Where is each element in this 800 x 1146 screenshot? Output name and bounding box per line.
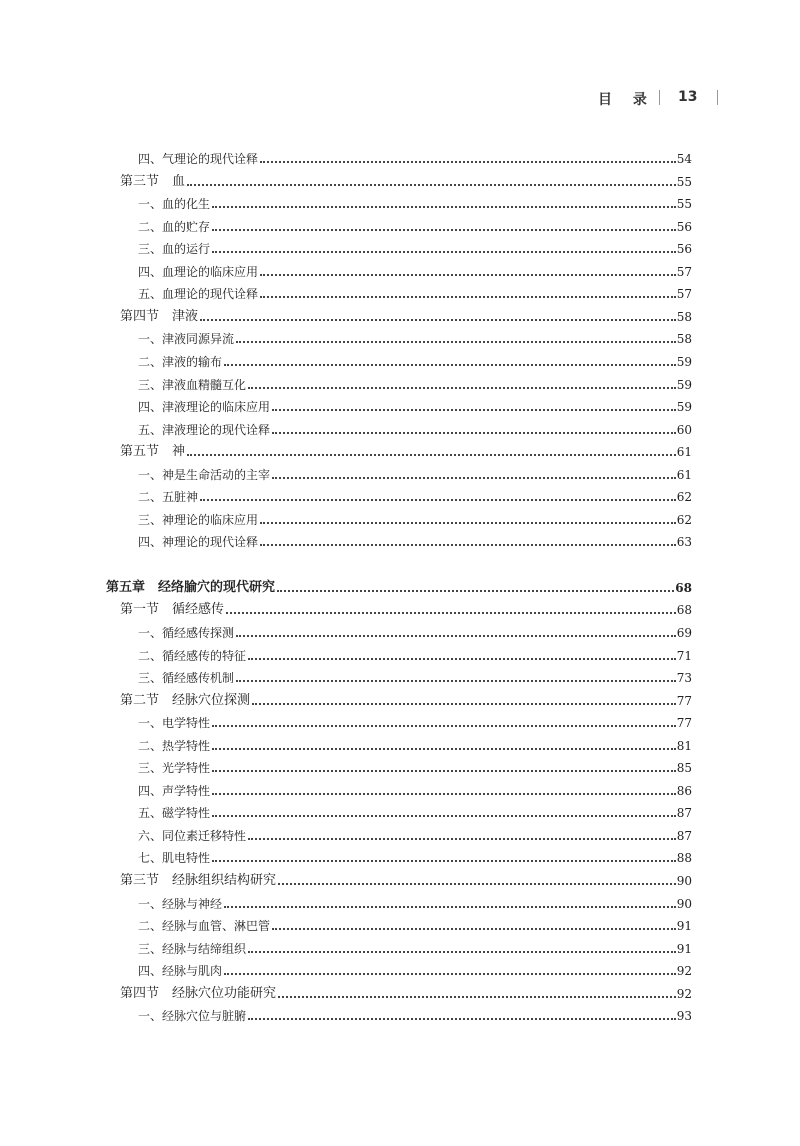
toc-entry-title: 一、津液同源异流 (138, 332, 235, 346)
running-header (560, 86, 760, 110)
toc-entry-section (120, 867, 692, 889)
dot-leader (212, 206, 676, 208)
toc-entry-chapter (106, 574, 692, 596)
toc-entry-title: 四、神理论的现代诠释 (138, 535, 259, 549)
toc-entry-page: 62 (676, 490, 692, 504)
toc-entry-title: 一、循经感传探测 (138, 626, 235, 640)
header-title: 目 录 (598, 92, 655, 108)
toc-entry-page: 68 (676, 603, 692, 617)
toc-entry-item (138, 506, 692, 528)
toc-entry-item (138, 325, 692, 347)
dot-leader (212, 725, 676, 727)
toc-entry-title: 第一节 循经感传 (120, 602, 225, 617)
dot-leader (248, 387, 676, 389)
toc-entry-page: 77 (676, 694, 692, 708)
dot-leader (187, 184, 676, 186)
toc-entry-title: 三、光学特性 (138, 761, 211, 775)
dot-leader (272, 432, 676, 434)
dot-leader (212, 748, 676, 750)
toc-entry-page: 61 (676, 468, 692, 482)
toc-entry-item (138, 190, 692, 212)
toc-entry-page: 92 (676, 964, 692, 978)
toc-entry-title: 五、磁学特性 (138, 806, 211, 820)
toc-entry-page: 90 (676, 874, 692, 888)
toc-entry-page: 55 (676, 197, 692, 211)
toc-entry-page: 86 (676, 784, 692, 798)
toc-entry-page: 91 (676, 919, 692, 933)
dot-leader (277, 590, 674, 592)
toc-entry-title: 五、津液理论的现代诠释 (138, 423, 271, 437)
toc-entry-section (120, 303, 692, 325)
toc-entry-title: 二、五脏神 (138, 490, 199, 504)
toc-entry-section (120, 438, 692, 460)
toc-entry-section (120, 687, 692, 709)
dot-leader (272, 477, 676, 479)
dot-leader (212, 860, 676, 862)
toc-entry-page: 68 (675, 581, 692, 595)
toc-entry-page: 71 (676, 649, 692, 663)
toc-entry-page: 58 (676, 332, 692, 346)
toc-entry-section (120, 596, 692, 618)
toc-entry-page: 69 (676, 626, 692, 640)
dot-leader (224, 906, 676, 908)
toc-entry-item (138, 348, 692, 370)
toc-entry-item (138, 844, 692, 866)
toc-entry-page: 55 (676, 175, 692, 189)
dot-leader (226, 612, 676, 614)
toc-entry-item (138, 235, 692, 257)
toc-entry-item (138, 619, 692, 641)
toc-entry-title: 三、循经感传机制 (138, 671, 235, 685)
toc-entry-title: 第三节 经脉组织结构研究 (120, 873, 277, 888)
dot-leader (260, 544, 676, 546)
toc-entry-title: 三、神理论的临床应用 (138, 513, 259, 527)
toc-entry-title: 第五节 神 (120, 444, 186, 459)
dot-leader (248, 951, 676, 953)
toc-entry-item (138, 280, 692, 302)
dot-leader (278, 883, 676, 885)
toc-entry-page: 85 (676, 761, 692, 775)
toc-entry-item (138, 799, 692, 821)
toc-entry-page: 61 (676, 445, 692, 459)
toc-entry-title: 一、经脉穴位与脏腑 (138, 1009, 247, 1023)
dot-leader (212, 251, 676, 253)
toc-entry-title: 五、血理论的现代诠释 (138, 287, 259, 301)
dot-leader (200, 499, 676, 501)
page-number: 13 (678, 89, 698, 105)
toc-entry-item (138, 483, 692, 505)
toc-entry-page: 56 (676, 220, 692, 234)
toc-entry-item (138, 732, 692, 754)
toc-entry-item (138, 393, 692, 415)
dot-leader (224, 973, 676, 975)
dot-leader (224, 364, 676, 366)
toc-entry-page: 59 (676, 378, 692, 392)
toc-entry-page: 62 (676, 513, 692, 527)
toc-entry-title: 四、声学特性 (138, 784, 211, 798)
toc-entry-page: 90 (676, 897, 692, 911)
dot-leader (200, 319, 676, 321)
toc-entry-title: 第三节 血 (120, 174, 186, 189)
toc-entry-title: 第四节 经脉穴位功能研究 (120, 986, 277, 1001)
toc-entry-title: 二、循经感传的特征 (138, 649, 247, 663)
toc-entry-page: 56 (676, 242, 692, 256)
toc-entry-title: 三、经脉与结缔组织 (138, 942, 247, 956)
toc-entry-item (138, 890, 692, 912)
dot-leader (248, 658, 676, 660)
toc-entry-item (138, 1002, 692, 1024)
toc-entry-item (138, 642, 692, 664)
dot-leader (212, 793, 676, 795)
dot-leader (260, 522, 676, 524)
toc-entry-title: 四、经脉与肌肉 (138, 964, 223, 978)
dot-leader (187, 454, 676, 456)
dot-leader (260, 296, 676, 298)
toc-entry-title: 第四节 津液 (120, 309, 199, 324)
toc-entry-item (138, 957, 692, 979)
dot-leader (272, 409, 676, 411)
toc-entry-item (138, 664, 692, 686)
toc-entry-page: 73 (676, 671, 692, 685)
dot-leader (236, 341, 676, 343)
toc-entry-title: 四、津液理论的临床应用 (138, 400, 271, 414)
toc-entry-page: 54 (676, 152, 692, 166)
dot-leader (212, 770, 676, 772)
toc-entry-item (138, 822, 692, 844)
dot-leader (272, 928, 676, 930)
toc-entry-item (138, 258, 692, 280)
toc-entry-title: 三、津液血精髓互化 (138, 378, 247, 392)
toc-entry-title: 一、电学特性 (138, 716, 211, 730)
toc-entry-item (138, 461, 692, 483)
toc-entry-title: 二、热学特性 (138, 739, 211, 753)
toc-entry-title: 一、经脉与神经 (138, 897, 223, 911)
toc-entry-item (138, 912, 692, 934)
toc-entry-page: 87 (676, 806, 692, 820)
toc-entry-item (138, 416, 692, 438)
toc-entry-page: 59 (676, 355, 692, 369)
dot-leader (248, 838, 676, 840)
toc-entry-item (138, 145, 692, 167)
toc-entry-title: 三、血的运行 (138, 242, 211, 256)
toc-entry-title: 二、津液的输布 (138, 355, 223, 369)
toc-entry-page: 77 (676, 716, 692, 730)
toc-entry-title: 二、经脉与血管、淋巴管 (138, 919, 271, 933)
toc-entry-item (138, 371, 692, 393)
toc-entry-page: 60 (676, 423, 692, 437)
dot-leader (278, 996, 676, 998)
toc-entry-page: 59 (676, 400, 692, 414)
toc-entry-title: 一、血的化生 (138, 197, 211, 211)
dot-leader (260, 161, 676, 163)
dot-leader (236, 680, 676, 682)
toc-entry-item (138, 935, 692, 957)
toc-entry-page: 87 (676, 829, 692, 843)
dot-leader (236, 635, 676, 637)
toc-entry-page: 81 (676, 739, 692, 753)
toc-entry-item (138, 213, 692, 235)
toc-entry-item (138, 754, 692, 776)
toc-entry-section (120, 168, 692, 190)
toc-entry-title: 第五章 经络腧穴的现代研究 (106, 580, 276, 595)
dot-leader (248, 1018, 676, 1020)
toc-entry-page: 92 (676, 987, 692, 1001)
dot-leader (212, 815, 676, 817)
toc-entry-page: 57 (676, 265, 692, 279)
toc-entry-page: 58 (676, 310, 692, 324)
header-divider (717, 90, 718, 105)
toc-entry-page: 63 (676, 535, 692, 549)
header-divider (659, 90, 660, 105)
toc-entry-page: 57 (676, 287, 692, 301)
toc-entry-title: 六、同位素迁移特性 (138, 829, 247, 843)
toc-entry-item (138, 709, 692, 731)
dot-leader (260, 274, 676, 276)
toc-entry-item (138, 777, 692, 799)
toc-entry-page: 93 (676, 1009, 692, 1023)
dot-leader (212, 229, 676, 231)
toc-entry-page: 91 (676, 942, 692, 956)
toc-entry-title: 第二节 经脉穴位探测 (120, 693, 251, 708)
toc-entry-item (138, 528, 692, 550)
dot-leader (252, 703, 676, 705)
toc-entry-title: 二、血的贮存 (138, 220, 211, 234)
toc-entry-title: 四、血理论的临床应用 (138, 265, 259, 279)
toc-entry-section (120, 980, 692, 1002)
toc-entry-title: 七、肌电特性 (138, 851, 211, 865)
toc-entry-page: 88 (676, 851, 692, 865)
toc-entry-title: 一、神是生命活动的主宰 (138, 468, 271, 482)
toc-entry-title: 四、气理论的现代诠释 (138, 152, 259, 166)
